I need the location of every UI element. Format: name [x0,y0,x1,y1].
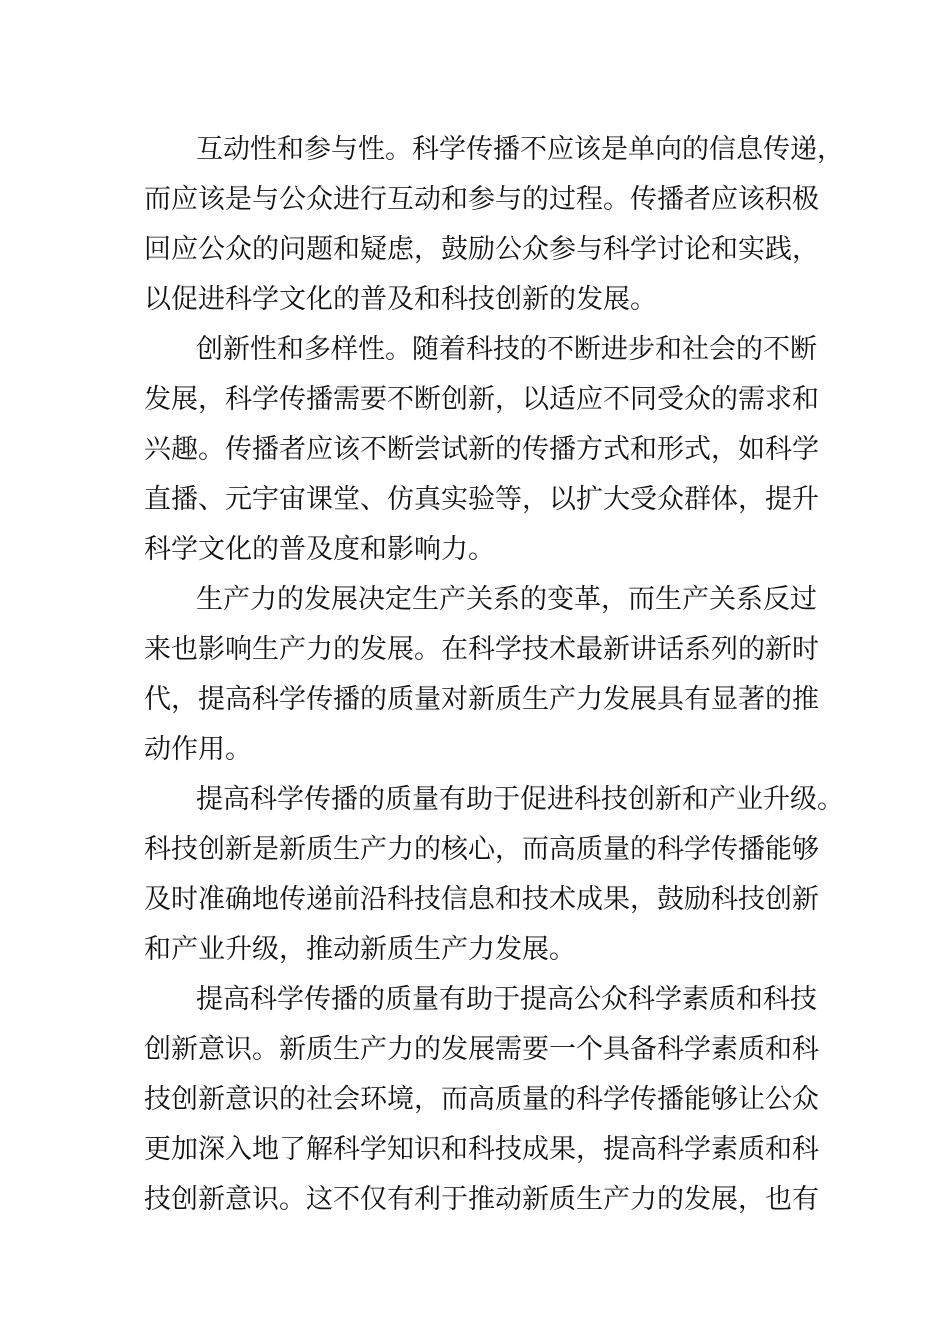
text-line: 科技创新是新质生产力的核心，而高质量的科学传播能够 [144,834,819,865]
text-line: 更加深入地了解科学知识和科技成果，提高科学素质和科 [144,1134,819,1165]
text-line: 技创新意识。这不仅有利于推动新质生产力的发展，也有 [144,1184,819,1215]
text-line: 创新意识。新质生产力的发展需要一个具备科学素质和科 [144,1034,819,1065]
text-line: 互动性和参与性。科学传播不应该是单向的信息传递， [196,134,844,165]
text-line: 和产业升级，推动新质生产力发展。 [144,934,576,965]
text-line: 提高科学传播的质量有助于促进科技创新和产业升级。 [196,784,844,815]
text-line: 生产力的发展决定生产关系的变革，而生产关系反过 [196,584,817,615]
text-line: 创新性和多样性。随着科技的不断进步和社会的不断 [196,334,817,365]
text-line: 提高科学传播的质量有助于提高公众科学素质和科技 [196,984,817,1015]
text-line: 而应该是与公众进行互动和参与的过程。传播者应该积极 [144,184,819,215]
text-line: 兴趣。传播者应该不断尝试新的传播方式和形式，如科学 [144,434,819,465]
text-line: 回应公众的问题和疑虑，鼓励公众参与科学讨论和实践， [144,234,819,265]
text-line: 代，提高科学传播的质量对新质生产力发展具有显著的推 [144,684,819,715]
text-line: 以促进科学文化的普及和科技创新的发展。 [144,284,657,315]
text-line: 及时准确地传递前沿科技信息和技术成果，鼓励科技创新 [144,884,819,915]
text-line: 发展，科学传播需要不断创新，以适应不同受众的需求和 [144,384,819,415]
text-line: 动作用。 [144,734,252,765]
text-line: 技创新意识的社会环境，而高质量的科学传播能够让公众 [144,1084,819,1115]
text-line: 科学文化的普及度和影响力。 [144,534,495,565]
text-line: 来也影响生产力的发展。在科学技术最新讲话系列的新时 [144,634,819,665]
text-line: 直播、元宇宙课堂、仿真实验等，以扩大受众群体，提升 [144,484,819,515]
